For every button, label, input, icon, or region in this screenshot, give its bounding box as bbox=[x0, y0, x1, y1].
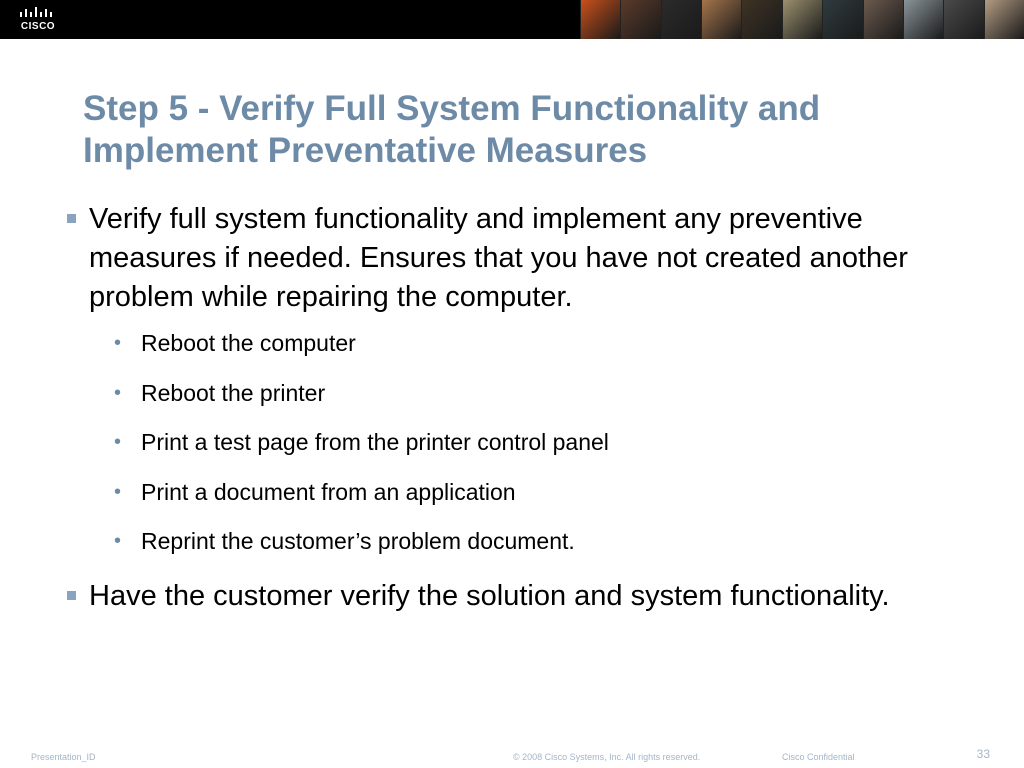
dot-bullet-icon: • bbox=[114, 381, 122, 404]
dot-bullet-icon: • bbox=[114, 431, 122, 453]
sub-bullet-text: Reboot the printer bbox=[141, 379, 326, 406]
sub-bullet-text: Print a document from an application bbox=[141, 478, 516, 505]
sub-bullet-item bbox=[64, 329, 964, 357]
slide-content bbox=[64, 200, 964, 616]
header-photo bbox=[863, 0, 903, 39]
header-bar bbox=[0, 0, 1024, 39]
dot-bullet-icon: • bbox=[114, 332, 122, 354]
header-photo-strip bbox=[580, 0, 1024, 39]
header-photo bbox=[580, 0, 620, 39]
slide-title: Step 5 - Verify Full System Functionality and Implement Preventative Measures bbox=[83, 89, 821, 170]
header-photo bbox=[701, 0, 741, 39]
sub-bullet-item bbox=[64, 478, 964, 506]
footer-copyright: © 2008 Cisco Systems, Inc. All rights reserved. bbox=[513, 752, 701, 762]
footer-presentation-id: Presentation_ID bbox=[31, 752, 96, 762]
sub-bullet-item bbox=[64, 379, 964, 407]
header-photo bbox=[822, 0, 862, 39]
header-photo bbox=[943, 0, 983, 39]
sub-bullet-list bbox=[64, 329, 964, 555]
sub-bullet-text: Reboot the computer bbox=[141, 330, 356, 356]
cisco-bars-icon bbox=[16, 6, 60, 20]
sub-bullet-item bbox=[64, 428, 964, 456]
square-bullet-icon bbox=[67, 591, 76, 600]
header-photo bbox=[741, 0, 781, 39]
sub-bullet-item bbox=[64, 527, 964, 555]
cisco-logo-text: CISCO bbox=[20, 21, 56, 32]
header-photo bbox=[661, 0, 701, 39]
header-photo bbox=[984, 0, 1024, 39]
bullet-item bbox=[64, 577, 964, 616]
page-number: 33 bbox=[976, 747, 990, 761]
header-photo bbox=[903, 0, 943, 39]
bullet-text: Have the customer verify the solution and system functionality. bbox=[89, 579, 890, 612]
square-bullet-icon bbox=[67, 214, 76, 223]
bullet-item bbox=[64, 200, 964, 317]
bullet-text: Verify full system functionality and implement any preventive measures if needed. Ensures that you have not created another problem while repairing the computer. bbox=[89, 203, 908, 313]
sub-bullet-text: Reprint the customer’s problem document. bbox=[141, 528, 575, 554]
footer-confidential: Cisco Confidential bbox=[782, 752, 855, 762]
dot-bullet-icon: • bbox=[114, 530, 122, 552]
header-photo bbox=[620, 0, 660, 39]
sub-bullet-text: Print a test page from the printer control panel bbox=[141, 429, 609, 455]
dot-bullet-icon: • bbox=[114, 480, 122, 503]
header-photo bbox=[782, 0, 822, 39]
cisco-logo bbox=[16, 6, 60, 34]
